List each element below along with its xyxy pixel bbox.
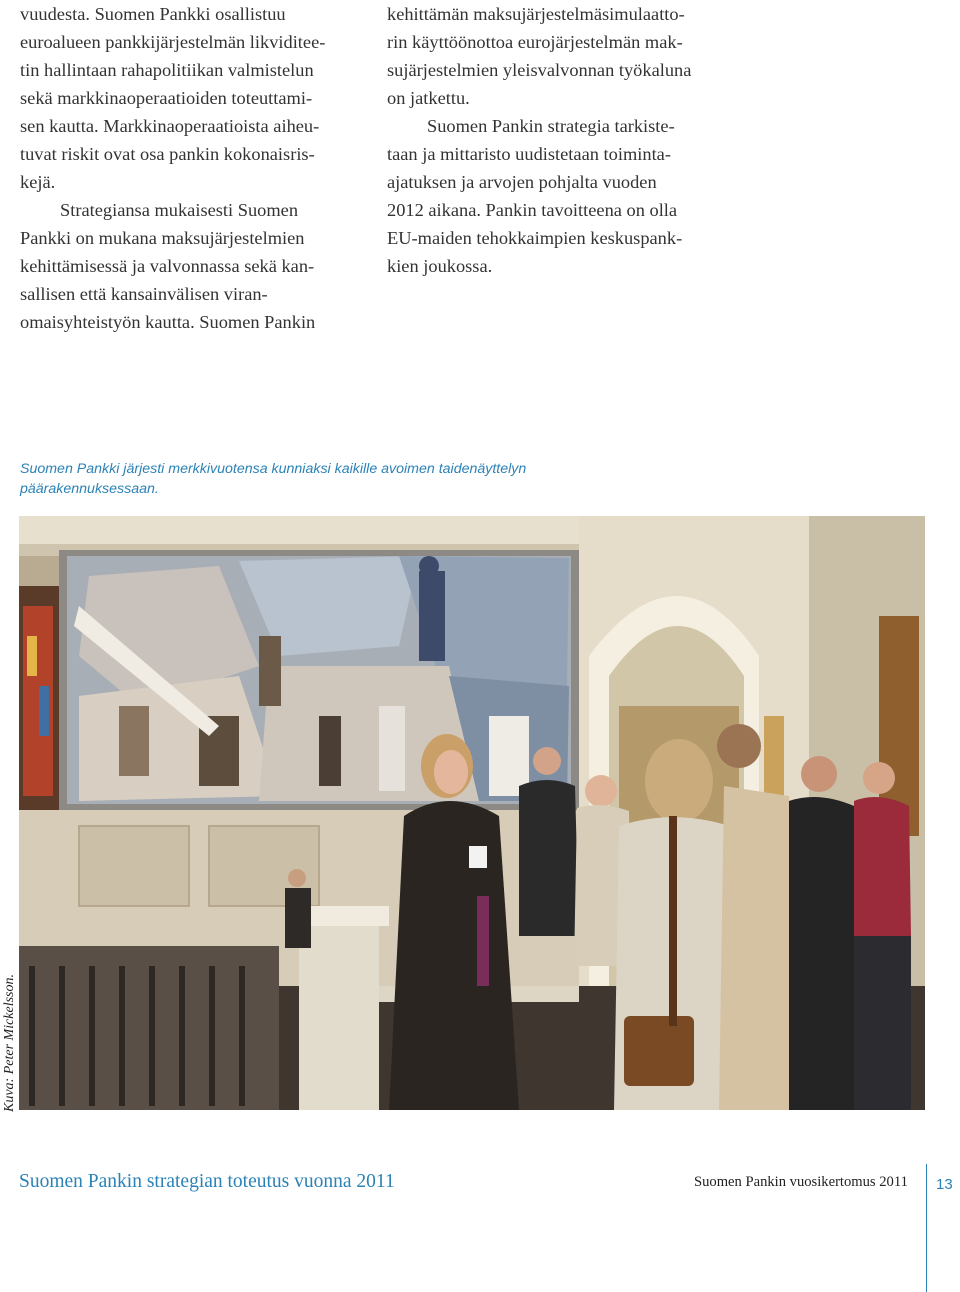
right-text-column (387, 0, 747, 280)
paragraph-line: kehittämän maksujärjestelmäsimulaatto- (387, 4, 685, 24)
paragraph-line: taan ja mittaristo uudistetaan toiminta- (387, 144, 671, 164)
footer-publication-title: Suomen Pankin vuosikertomus 2011 (694, 1174, 908, 1190)
page-number: 13 (936, 1176, 953, 1193)
paragraph-line: kejä. (20, 172, 56, 192)
paragraph-line: tuvat riskit ovat osa pankin kokonaisris- (20, 144, 315, 164)
paragraph-line: Strategiansa mukaisesti Suomen (60, 200, 299, 220)
paragraph-line: kien joukossa. (387, 256, 493, 276)
caption-line: Suomen Pankki järjesti merkkivuotensa kunniaksi kaikille avoimen taidenäyttelyn (20, 461, 527, 477)
exhibition-photo (19, 516, 925, 1110)
paragraph-line: EU-maiden tehokkaimpien keskuspank- (387, 228, 683, 248)
exhibition-photo-illustration (19, 516, 925, 1110)
photo-credit-text: Kuva: Peter Mickelsson. (2, 973, 17, 1112)
paragraph-line: sen kautta. Markkinaoperaatioista aiheu- (20, 116, 320, 136)
paragraph-line: tin hallintaan rahapolitiikan valmistelun (20, 60, 314, 80)
photo-caption (20, 459, 620, 499)
paragraph-line: sujärjestelmien yleisvalvonnan työkaluna (387, 60, 692, 80)
paragraph-line: rin käyttöönottoa eurojärjestelmän mak- (387, 32, 683, 52)
paragraph-line: euroalueen pankkijärjestelmän likviditee- (20, 32, 326, 52)
paragraph-line: sekä markkinaoperaatioiden toteuttami- (20, 88, 313, 108)
paragraph-line: omaisyhteistyön kautta. Suomen Pankin (20, 312, 316, 332)
paragraph-line: Suomen Pankin strategia tarkiste- (427, 116, 675, 136)
photo-credit (1, 973, 21, 1290)
footer-section-title: Suomen Pankin strategian toteutus vuonna 2011 (19, 1171, 395, 1192)
paragraph-line: ajatuksen ja arvojen pohjalta vuoden (387, 172, 657, 192)
footer-divider (926, 1164, 927, 1292)
paragraph-line: Pankki on mukana maksujärjestelmien (20, 228, 305, 248)
paragraph-line: sallisen että kansainvälisen viran- (20, 284, 268, 304)
paragraph-line: kehittämisessä ja valvonnassa sekä kan- (20, 256, 315, 276)
paragraph-line: 2012 aikana. Pankin tavoitteena on olla (387, 200, 678, 220)
paragraph-line: vuudesta. Suomen Pankki osallistuu (20, 4, 286, 24)
caption-line: päärakennuksessaan. (20, 481, 159, 497)
left-text-column (20, 0, 365, 336)
paragraph-line: on jatkettu. (387, 88, 470, 108)
